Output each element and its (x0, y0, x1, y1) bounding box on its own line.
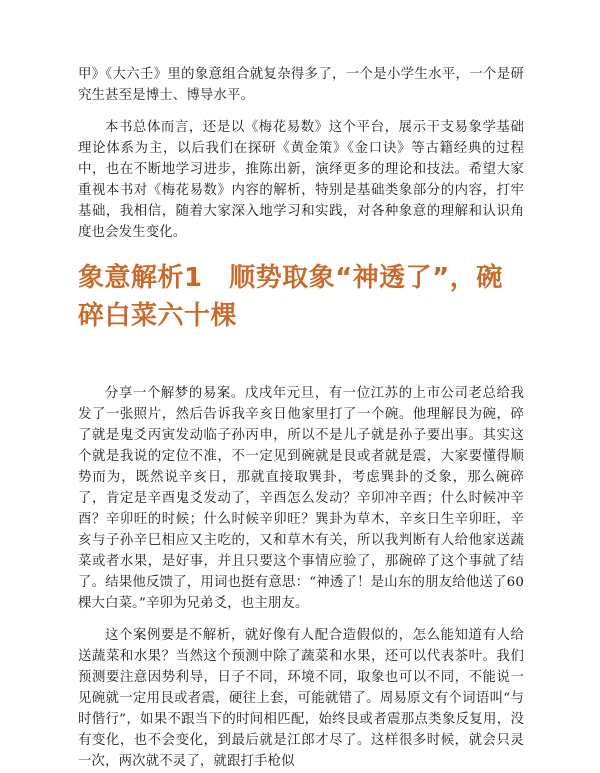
paragraph-spacer (78, 106, 524, 117)
heading-spacer (78, 335, 524, 383)
intro-paragraph-book: 本书总体而言，还是以《梅花易数》这个平台，展示干支易象学基础理论体系为主，以后我们在探研《黄金策》《金口诀》等古籍经典的过程中，也在不断地学习进步，推陈出新，演绎更多的理论和技法。希望大家重视本书对《梅花易数》内容的解析，特别是基础类象部分的内容，打牢基础，我相信，随着大家深入地学习和实践，对各种象意的理解和认识角度也会发生变化。 (78, 120, 524, 240)
section-heading: 象意解析1 顺势取象“神透了”，碗碎白菜六十棵 (78, 263, 503, 331)
intro-paragraph-tail: 甲》《大六壬》里的象意组合就复杂得多了，一个是小学生水平，一个是研究生甚至是博士、博导水平。 (78, 67, 524, 103)
document-page (78, 64, 524, 772)
paragraph-spacer (78, 614, 524, 625)
case-paragraph-1: 分享一个解梦的易案。戊戌年元旦，有一位江苏的上市公司老总给我发了一张照片，然后告诉我辛亥日他家里打了一个碗。他理解艮为碗，碎了就是鬼爻丙寅发动临子孙丙申，所以不是儿子就是孙子要出事。其实这个就是我说的定位不准，不一定见到碗就是艮或者就是震，大家要懂得顺势而为，既然说辛亥日，那就直接取巽卦，考虑巽卦的爻象，那么碗碎了，肯定是辛酉鬼爻发动了，辛酉怎么发动？辛卯冲辛酉；什么时候冲辛酉？辛卯旺的时候；什么时候辛卯旺？巽卦为草木，辛亥日生辛卯旺，辛亥与子孙辛巳相应又主吃的，又和草木有关，所以我判断有人给他家送蔬菜或者水果，是好事，并且只要这个事情应验了，那碗碎了这个事就了结了。结果他反馈了，用词也挺有意思：“神透了！是山东的朋友给他送了60棵大白菜。”辛卯为兄弟爻，也主朋友。 (78, 386, 524, 611)
case-paragraph-2: 这个案例要是不解析，就好像有人配合造假似的，怎么能知道有人给送蔬菜和水果？当然这个预测中除了蔬菜和水果，还可以代表茶叶。我们预测要注意因势利导，日子不同，环境不同，取象也可以不同，不能说一见碗就一定用艮或者震，硬往上套，可能就错了。周易原文有个词语叫“与时偕行”，如果不跟当下的时间相匹配，始终艮或者震那点类象反复用，没有变化，也不会变化，到最后就是江郎才尽了。这样很多时候，就会只灵一次，两次就不灵了，就跟打手枪似 (78, 628, 524, 769)
